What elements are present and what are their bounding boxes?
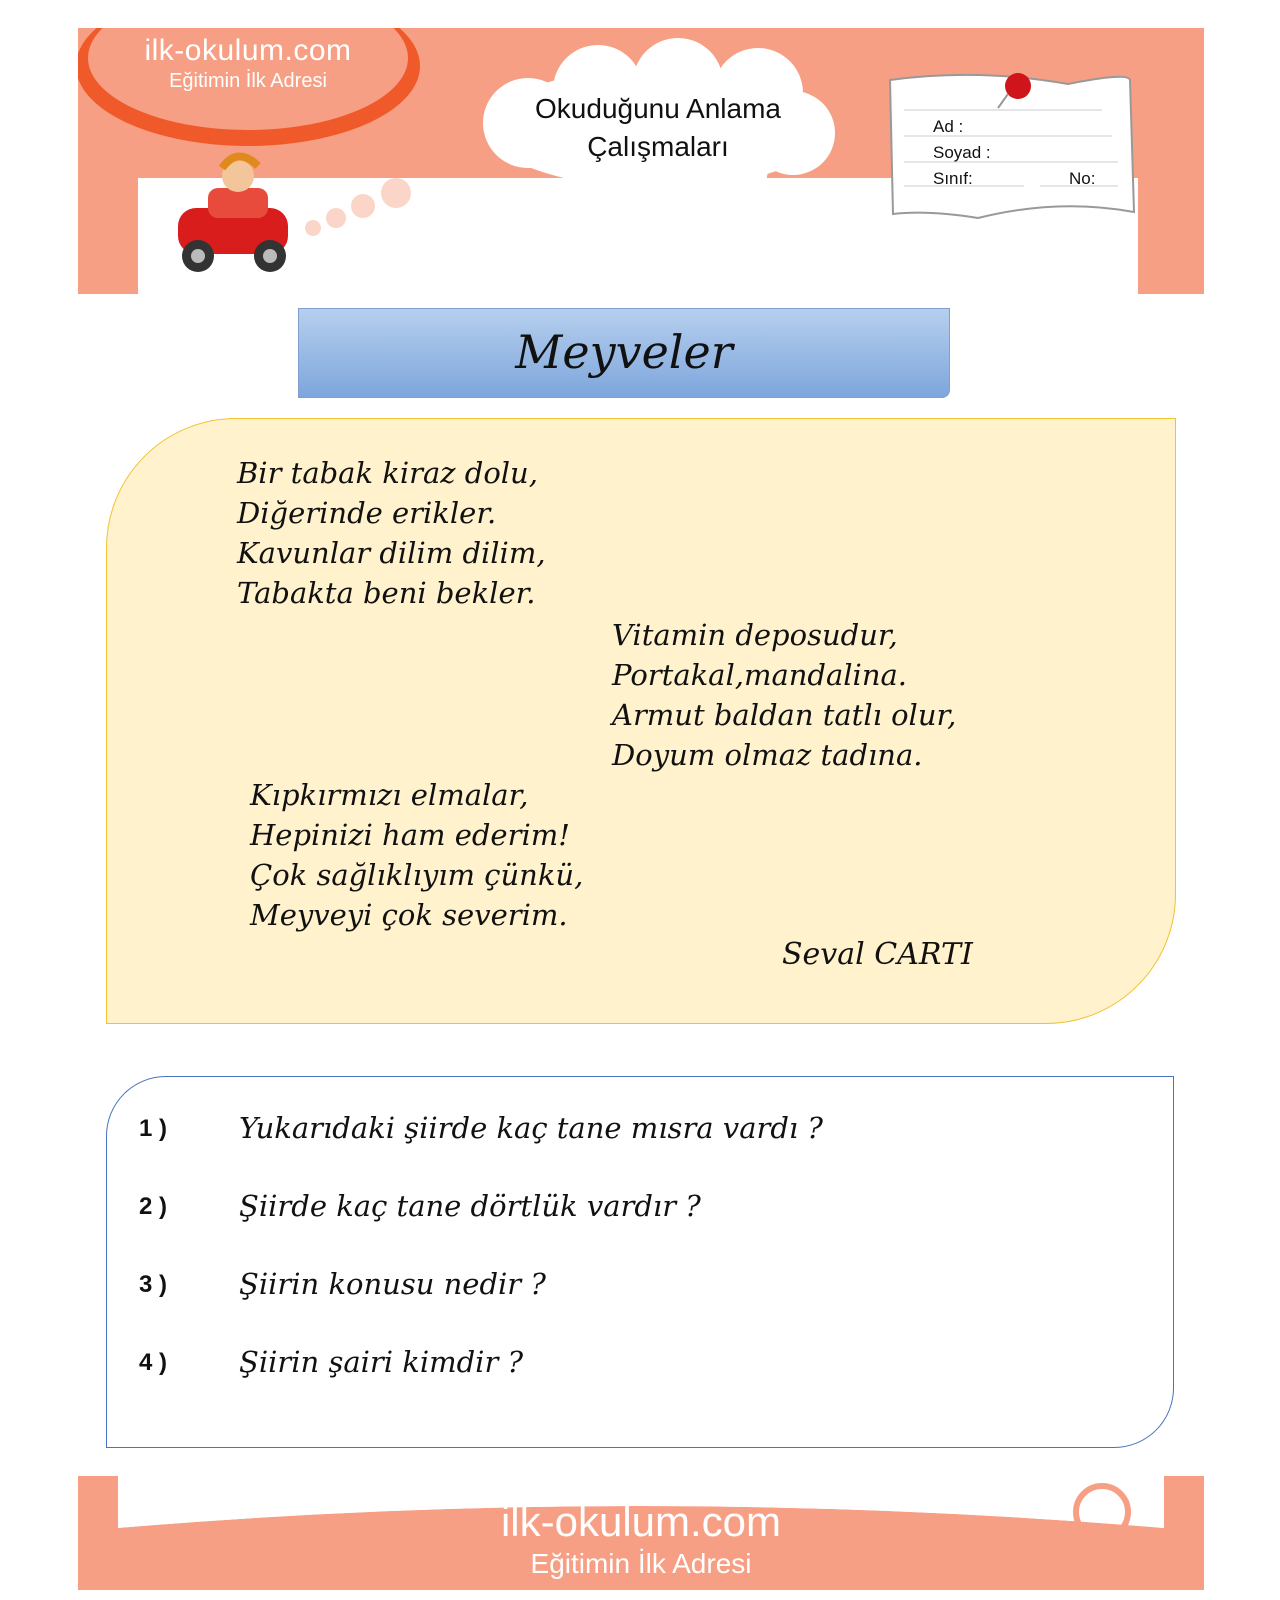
poem-title-bar bbox=[298, 308, 950, 398]
poem-author: Seval CARTI bbox=[782, 937, 973, 972]
poem-line: Armut baldan tatlı olur, bbox=[612, 698, 957, 732]
poem-title: Meyveler bbox=[515, 325, 733, 379]
worksheet-title-line1: Okuduğunu Anlama bbox=[535, 93, 781, 124]
poem-line: Hepinizi ham ederim! bbox=[250, 818, 570, 852]
site-name: ilk-okulum.com bbox=[144, 34, 352, 67]
question-number: 2 ) bbox=[139, 1193, 168, 1220]
worksheet-title bbox=[488, 90, 828, 166]
question-text: Şiirin konusu nedir ? bbox=[239, 1267, 546, 1301]
header-brand bbox=[78, 34, 418, 93]
question-text: Şiirde kaç tane dörtlük vardır ? bbox=[239, 1189, 701, 1223]
poem-line: Bir tabak kiraz dolu, bbox=[237, 456, 538, 490]
worksheet-title-line2: Çalışmaları bbox=[587, 131, 729, 162]
poem-line: Kıpkırmızı elmalar, bbox=[250, 778, 529, 812]
poem-line: Vitamin deposudur, bbox=[612, 618, 898, 652]
student-info-card bbox=[933, 113, 1161, 191]
poem-line: Doyum olmaz tadına. bbox=[612, 738, 923, 772]
question-number: 4 ) bbox=[139, 1349, 168, 1376]
poem-line: Kavunlar dilim dilim, bbox=[237, 536, 546, 570]
poem-box bbox=[106, 418, 1176, 1024]
field-no-label: No: bbox=[1069, 169, 1096, 188]
footer-banner bbox=[78, 1476, 1204, 1590]
stanza-2 bbox=[612, 615, 956, 775]
footer-site-name: ilk-okulum.com bbox=[500, 1498, 782, 1545]
poem-line: Diğerinde erikler. bbox=[237, 496, 497, 530]
field-soyad-label: Soyad : bbox=[933, 143, 991, 162]
stanza-1 bbox=[237, 453, 546, 613]
question-text: Şiirin şairi kimdir ? bbox=[239, 1345, 524, 1379]
question-number: 3 ) bbox=[139, 1271, 168, 1298]
question-number: 1 ) bbox=[139, 1115, 168, 1142]
poem-line: Tabakta beni bekler. bbox=[237, 576, 536, 610]
poem-line: Çok sağlıklıyım çünkü, bbox=[250, 858, 584, 892]
questions-box bbox=[106, 1076, 1174, 1448]
field-ad-label: Ad : bbox=[933, 117, 964, 136]
site-tagline: Eğitimin İlk Adresi bbox=[169, 70, 327, 92]
header-banner bbox=[78, 28, 1204, 294]
poem-line: Portakal,mandalina. bbox=[612, 658, 908, 692]
footer-tagline: Eğitimin İlk Adresi bbox=[530, 1548, 752, 1579]
poem-line: Meyveyi çok severim. bbox=[250, 898, 568, 932]
stanza-3 bbox=[250, 775, 583, 935]
question-text: Yukarıdaki şiirde kaç tane mısra vardı ? bbox=[239, 1111, 823, 1145]
field-sinif-label: Sınıf: bbox=[933, 169, 973, 188]
